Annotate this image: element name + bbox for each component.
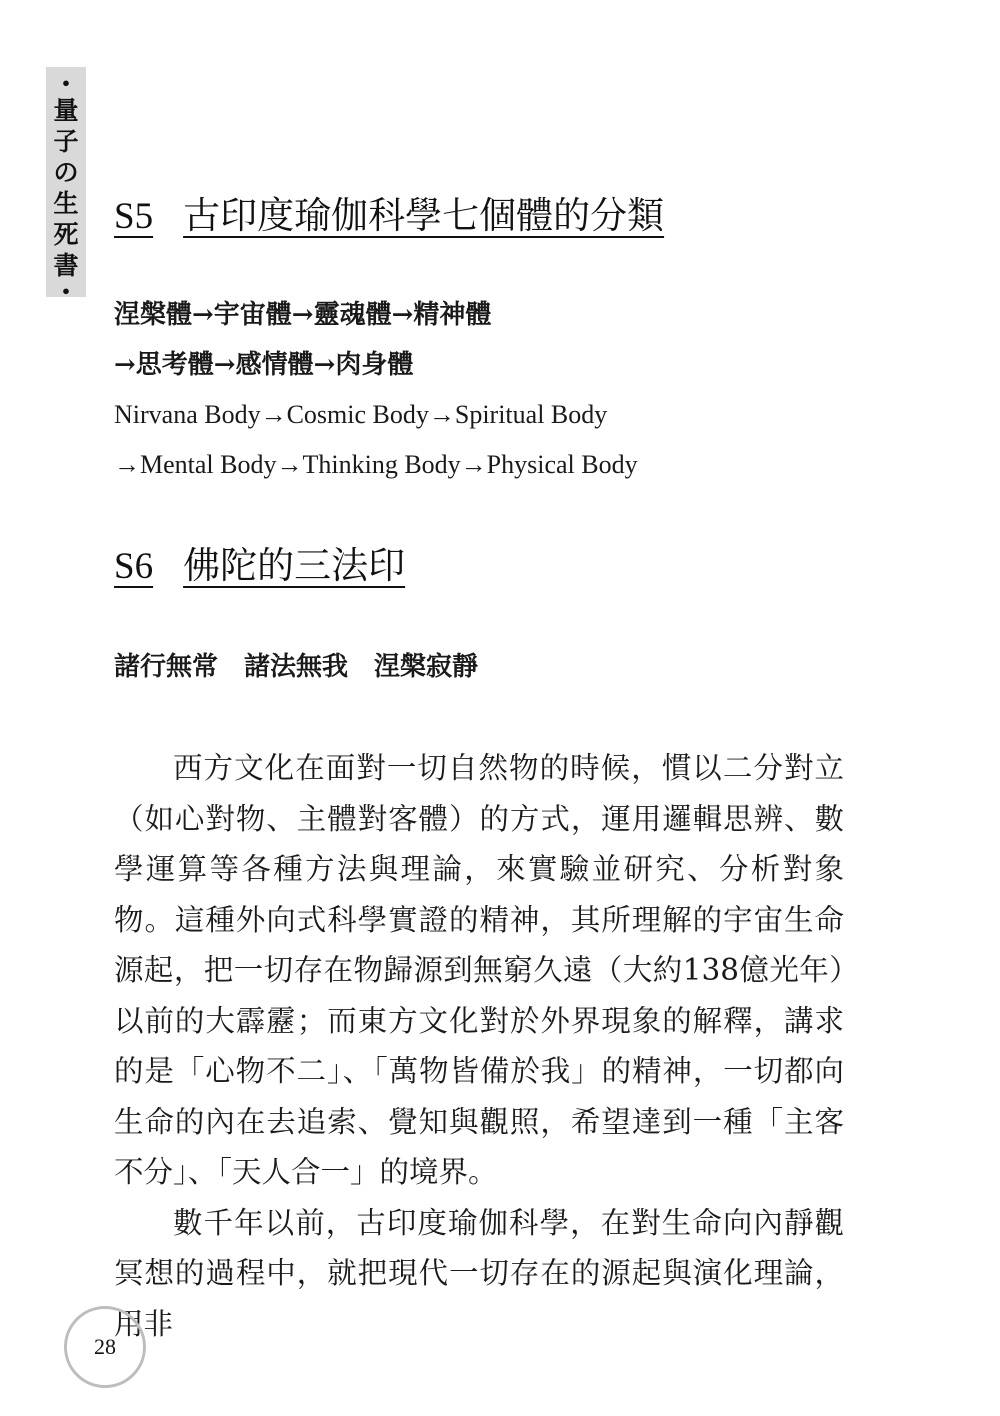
side-tab-char: の <box>53 158 79 187</box>
side-tab-char: 量 <box>53 96 79 125</box>
page-number: 28 <box>94 1334 116 1359</box>
body-sequence-zh-1: 涅槃體→宇宙體→靈魂體→精神體 <box>114 300 492 330</box>
body-text <box>114 743 844 1349</box>
side-tab-char: 子 <box>53 127 79 156</box>
paragraph: 西方文化在面對一切自然物的時候，慣以二分對立（如心對物、主體對客體）的方式，運用邏輯思辨、數學運算等各種方法與理論，來實驗並研究、分析對象物。這種外向式科學實證的精神，其所理解的宇宙生命源起，把一切存在物歸源到無窮久遠（大約138億光年）以前的大霹靂；而東方文化對於外界現象的解釋，講求的是「心物不二」、「萬物皆備於我」的精神，一切都向生命的內在去追索、覺知與觀照，希望達到一種「主客不分」、「天人合一」的境界。 <box>114 751 844 1189</box>
three-dharma-seals: 諸行無常 諸法無我 涅槃寂靜 <box>114 652 479 682</box>
section-code: S6 <box>114 546 154 587</box>
section-heading-s5 <box>114 194 664 239</box>
body-sequence-en-2: →Mental Body→Thinking Body→Physical Body <box>114 450 638 479</box>
section-heading-s6 <box>114 544 405 589</box>
section-code: S5 <box>114 196 154 237</box>
side-tab-char: 生 <box>53 189 79 218</box>
page-number-badge <box>64 1306 146 1388</box>
body-sequence-en-1: Nirvana Body→Cosmic Body→Spiritual Body <box>114 400 608 429</box>
side-tab-dot: • <box>60 74 72 93</box>
book-title-tab <box>46 67 86 301</box>
body-sequence-zh-2: →思考體→感情體→肉身體 <box>114 350 414 380</box>
section-title: 佛陀的三法印 <box>183 544 406 587</box>
side-tab-char: 死 <box>53 220 79 249</box>
side-tab-dot: • <box>60 282 72 301</box>
section-title: 古印度瑜伽科學七個體的分類 <box>183 194 665 237</box>
side-tab-char: 書 <box>53 251 79 280</box>
paragraph: 數千年以前，古印度瑜伽科學，在對生命向內靜觀冥想的過程中，就把現代一切存在的源起與演化理論，用非 <box>114 1205 844 1341</box>
